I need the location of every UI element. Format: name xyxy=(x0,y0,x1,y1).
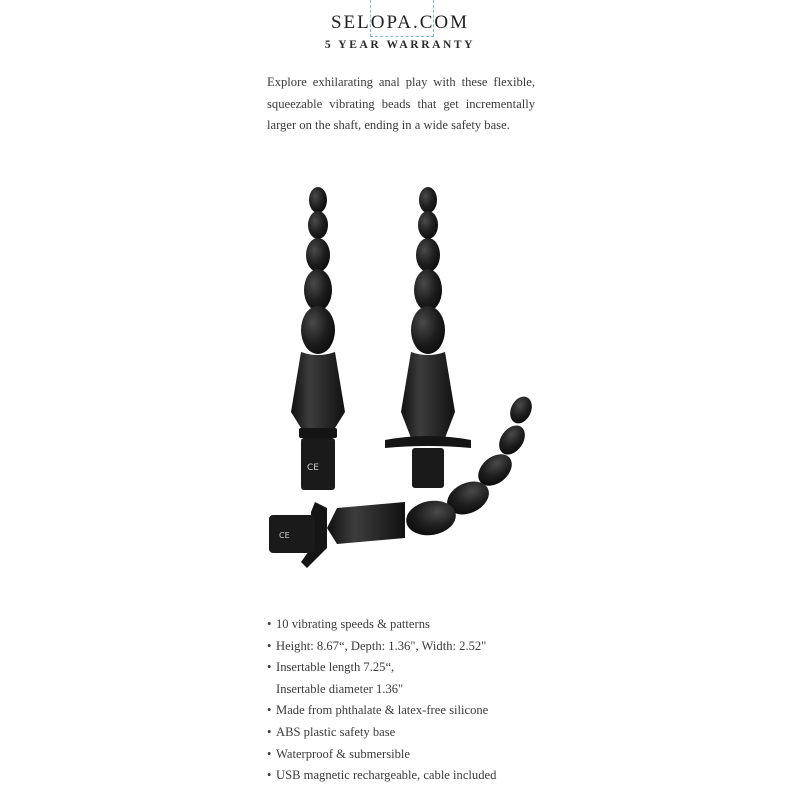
left-bead-vibrator xyxy=(291,187,345,490)
spec-item: • ABS plastic safety base xyxy=(267,724,396,739)
ce-mark-bottom: CE xyxy=(279,531,290,540)
spec-item: • Waterproof & submersible xyxy=(267,746,410,761)
spec-item: • Made from phthalate & latex-free silicone xyxy=(267,703,489,718)
spec-item: • 10 vibrating speeds & patterns xyxy=(267,617,430,631)
spec-item: • Height: 8.67“, Depth: 1.36", Width: 2.52" xyxy=(267,638,487,653)
product-description: Explore exhilarating anal play with these flexible, squeezable vibrating beads that get incrementally larger on the shaft, ending in a wide safety base. xyxy=(267,75,535,132)
ce-mark-left: CE xyxy=(307,463,319,473)
spec-item: • Insertable length 7.25“, Insertable diameter 1.36" xyxy=(267,660,404,696)
anal-bead-vibrators-image xyxy=(255,182,555,582)
brand-title: SELOPA.COM xyxy=(330,12,470,33)
warranty-subtitle: 5 YEAR WARRANTY xyxy=(324,39,476,51)
middle-bead-vibrator xyxy=(385,187,471,488)
spec-list xyxy=(267,614,496,787)
spec-item: • USB magnetic rechargeable, cable included xyxy=(267,768,497,783)
